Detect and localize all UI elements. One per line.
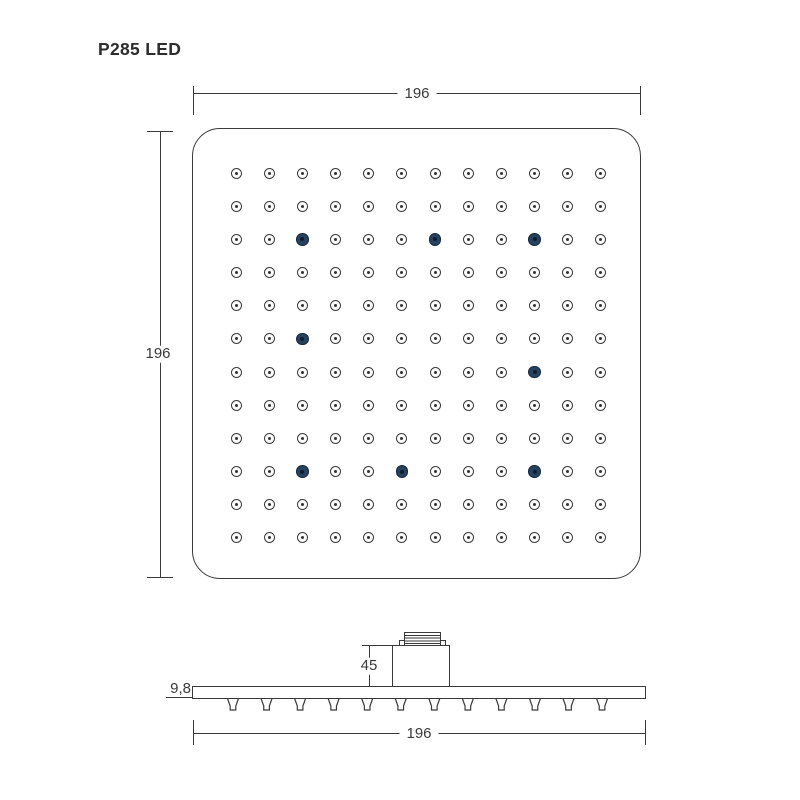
dimension-tick [147, 131, 173, 132]
nozzle [363, 499, 374, 510]
nozzle [231, 201, 242, 212]
nozzle [330, 168, 341, 179]
nozzle [496, 300, 507, 311]
nozzle [595, 300, 606, 311]
nozzle [396, 267, 407, 278]
nozzle [595, 168, 606, 179]
nozzle [231, 234, 242, 245]
led-nozzle [528, 233, 541, 246]
nozzle [396, 168, 407, 179]
nozzle [363, 333, 374, 344]
nozzle [529, 201, 540, 212]
side-nozzle [295, 699, 306, 711]
nozzle [463, 532, 474, 543]
nozzle [297, 433, 308, 444]
nozzle [595, 201, 606, 212]
nozzle [529, 168, 540, 179]
nozzle [330, 333, 341, 344]
dimension-label-top-width: 196 [397, 86, 436, 103]
nozzle [463, 400, 474, 411]
nozzle [330, 400, 341, 411]
nozzle [496, 267, 507, 278]
nozzle [297, 267, 308, 278]
nozzle [231, 499, 242, 510]
threaded-inlet-icon [404, 632, 441, 646]
nozzle [396, 433, 407, 444]
nozzle [363, 466, 374, 477]
nozzle [330, 267, 341, 278]
nozzle [231, 400, 242, 411]
nozzle [330, 433, 341, 444]
nozzle [363, 433, 374, 444]
nozzle [595, 499, 606, 510]
side-nozzle [429, 699, 440, 711]
nozzle [231, 300, 242, 311]
nozzle [562, 466, 573, 477]
nozzle [363, 168, 374, 179]
nozzle [595, 433, 606, 444]
side-nozzle [395, 699, 406, 711]
nozzle [496, 433, 507, 444]
nozzle [595, 333, 606, 344]
nozzle [430, 367, 441, 378]
nozzle [463, 499, 474, 510]
nozzle [595, 267, 606, 278]
nozzle [363, 400, 374, 411]
nozzle [264, 400, 275, 411]
nozzle [430, 532, 441, 543]
nozzle [231, 532, 242, 543]
nozzle [595, 234, 606, 245]
nozzle [430, 499, 441, 510]
dimension-extension-line [166, 697, 192, 698]
dimension-label-plate-width: 196 [399, 726, 438, 743]
nozzle [496, 333, 507, 344]
dimension-tick [147, 577, 173, 578]
nozzle [496, 234, 507, 245]
nozzle [529, 532, 540, 543]
led-nozzle [528, 366, 541, 379]
led-nozzle [296, 333, 309, 346]
nozzle [231, 367, 242, 378]
nozzle [330, 300, 341, 311]
nozzle [363, 532, 374, 543]
nozzle [529, 400, 540, 411]
nozzle [463, 267, 474, 278]
nozzle [396, 367, 407, 378]
nozzle [330, 367, 341, 378]
nozzle [463, 168, 474, 179]
dimension-tick [645, 720, 646, 745]
nozzle [330, 234, 341, 245]
nozzle [297, 201, 308, 212]
nozzle [562, 234, 573, 245]
side-nozzle [597, 699, 608, 711]
side-nozzle [529, 699, 540, 711]
nozzle [496, 466, 507, 477]
nozzle [496, 499, 507, 510]
side-nozzle [462, 699, 473, 711]
nozzle [562, 532, 573, 543]
side-nozzle [261, 699, 272, 711]
nozzle [562, 367, 573, 378]
nozzle [264, 201, 275, 212]
nozzle [231, 267, 242, 278]
nozzle [562, 300, 573, 311]
side-nozzle [496, 699, 507, 711]
nozzle [297, 400, 308, 411]
nozzle [595, 367, 606, 378]
nozzle [595, 400, 606, 411]
dimension-extension-line [362, 645, 392, 646]
dimension-label-plate-thickness: 9,8 [170, 680, 191, 697]
nozzle [231, 466, 242, 477]
nozzle [363, 201, 374, 212]
nozzle [562, 201, 573, 212]
nozzle [496, 400, 507, 411]
nozzle [363, 267, 374, 278]
side-nozzle [228, 699, 239, 711]
nozzle [562, 400, 573, 411]
nozzle [396, 499, 407, 510]
nozzle [363, 300, 374, 311]
nozzle [463, 367, 474, 378]
nozzle [529, 433, 540, 444]
nozzle [463, 300, 474, 311]
nozzle [297, 367, 308, 378]
nozzle [330, 499, 341, 510]
nozzle [496, 367, 507, 378]
led-nozzle [296, 465, 309, 478]
nozzle [562, 499, 573, 510]
nozzle [264, 466, 275, 477]
led-nozzle [296, 233, 309, 246]
nozzle [529, 499, 540, 510]
nozzle [529, 333, 540, 344]
nozzle [396, 333, 407, 344]
nozzle [562, 168, 573, 179]
nozzle [496, 168, 507, 179]
nozzle [297, 532, 308, 543]
nozzle [496, 532, 507, 543]
nozzle [231, 333, 242, 344]
led-nozzle [528, 465, 541, 478]
nozzle [264, 333, 275, 344]
dimension-tick [193, 86, 194, 115]
nozzle [463, 333, 474, 344]
nozzle [430, 168, 441, 179]
side-view-nozzles [192, 698, 646, 715]
nozzle [363, 367, 374, 378]
nozzle [330, 201, 341, 212]
nozzle [297, 300, 308, 311]
nozzle [264, 367, 275, 378]
nozzle [396, 400, 407, 411]
dimension-label-connector-height: 45 [354, 658, 385, 675]
nozzle [264, 300, 275, 311]
nozzle [264, 234, 275, 245]
nozzle [264, 168, 275, 179]
nozzle [264, 499, 275, 510]
nozzle [463, 466, 474, 477]
dimension-label-left-height: 196 [138, 346, 177, 363]
side-nozzle [563, 699, 574, 711]
nozzle [529, 300, 540, 311]
connector-block [392, 645, 450, 687]
nozzle [330, 466, 341, 477]
nozzle [396, 201, 407, 212]
led-nozzle [429, 233, 442, 246]
nozzle [562, 333, 573, 344]
nozzle [231, 168, 242, 179]
led-nozzle [396, 465, 409, 478]
nozzle [297, 499, 308, 510]
nozzle [562, 267, 573, 278]
nozzle [463, 234, 474, 245]
side-nozzle [328, 699, 339, 711]
nozzle [430, 267, 441, 278]
nozzle [231, 433, 242, 444]
dimension-tick [193, 720, 194, 745]
nozzle [529, 267, 540, 278]
nozzle [363, 234, 374, 245]
dimension-tick [640, 86, 641, 115]
nozzle [430, 201, 441, 212]
nozzle [496, 201, 507, 212]
nozzle [430, 433, 441, 444]
nozzle [264, 267, 275, 278]
nozzle [264, 532, 275, 543]
showerhead-face-view [192, 128, 641, 579]
nozzle [595, 466, 606, 477]
nozzle [396, 300, 407, 311]
side-nozzle [362, 699, 373, 711]
nozzle [297, 168, 308, 179]
nozzle [430, 400, 441, 411]
product-title: P285 LED [98, 39, 182, 59]
nozzle [430, 466, 441, 477]
nozzle [463, 433, 474, 444]
nozzle [430, 333, 441, 344]
nozzle [463, 201, 474, 212]
nozzle [595, 532, 606, 543]
nozzle [264, 433, 275, 444]
nozzle [562, 433, 573, 444]
nozzle [430, 300, 441, 311]
nozzle [396, 234, 407, 245]
nozzle [330, 532, 341, 543]
nozzle [396, 532, 407, 543]
